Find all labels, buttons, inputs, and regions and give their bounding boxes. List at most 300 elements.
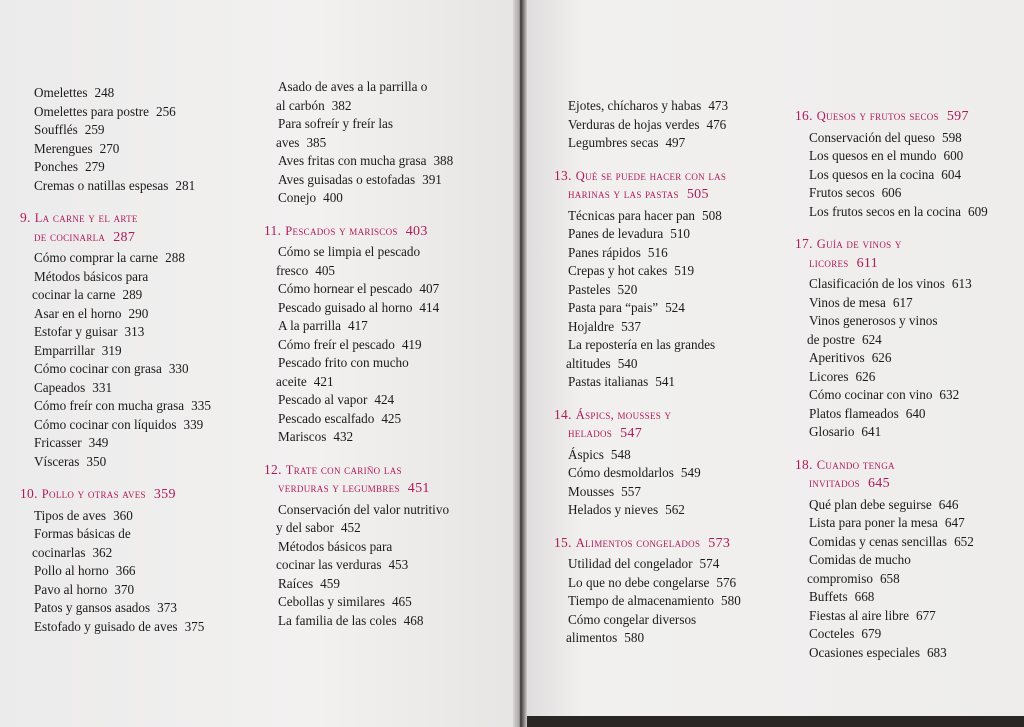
section-number: 13. [554, 167, 572, 183]
toc-entry [795, 294, 988, 313]
toc-entry [20, 286, 211, 305]
entry-page: 598 [941, 129, 962, 145]
entry-page: 350 [86, 453, 107, 469]
entry-title: Aperitivos [809, 350, 865, 365]
toc-entry [554, 611, 741, 630]
entry-page: 617 [892, 294, 913, 310]
toc-entry [554, 97, 741, 116]
section-number: 11. [264, 222, 282, 238]
entry-title: Conservación del valor nutritivo [278, 501, 450, 517]
entry-page: 330 [168, 361, 189, 376]
entry-page: 516 [647, 244, 668, 260]
section-number: 12. [264, 461, 282, 477]
entry-page: 613 [951, 276, 972, 291]
entry-page: 520 [617, 281, 638, 297]
entry-title: al carbón [276, 97, 325, 113]
section-page: 287 [113, 229, 136, 245]
entry-page: 541 [655, 374, 675, 389]
toc-entry [795, 533, 988, 552]
toc-entry [554, 483, 741, 502]
section-title-line2: verduras y legumbres [278, 481, 400, 495]
entry-title: Vísceras [34, 453, 80, 469]
toc-column-3 [554, 97, 741, 648]
entry-page: 652 [954, 533, 974, 549]
entry-page: 465 [391, 594, 412, 609]
toc-entry [264, 593, 453, 612]
entry-page: 459 [320, 575, 340, 591]
entry-title: Ejotes, chícharos y habas [568, 98, 702, 113]
entry-title: Tiempo de almacenamiento [568, 593, 715, 608]
section-number: 10. [20, 486, 38, 501]
entry-title: Frutos secos [809, 185, 875, 200]
entry-title: Omelettes [34, 85, 88, 100]
entry-title: Conejo [278, 190, 317, 205]
entry-title: Utilidad del congelador [568, 556, 693, 571]
toc-entry [795, 514, 988, 533]
entry-title: Pescado frito con mucho [278, 355, 409, 370]
toc-entry [264, 354, 453, 373]
entry-page: 313 [124, 324, 145, 339]
toc-entry [554, 574, 741, 593]
toc-entry [554, 318, 741, 337]
toc-entry [554, 446, 741, 465]
entry-title: Cómo freír el pescado [278, 336, 395, 352]
section-title-line2-wrap [20, 228, 211, 248]
entry-page: 373 [157, 600, 177, 615]
entry-title: Cómo cocinar con grasa [34, 361, 162, 376]
entry-page: 288 [165, 250, 185, 265]
entry-title: Pavo al horno [34, 581, 108, 597]
entry-title: A la parrilla [278, 318, 341, 333]
toc-entry [795, 496, 988, 515]
section-title-line1: La carne y el arte [34, 211, 138, 225]
entry-title: Raíces [278, 575, 314, 591]
toc-entry [554, 225, 741, 244]
entry-title: cocinar la carne [32, 287, 116, 302]
entry-title: Ponches [34, 159, 78, 174]
toc-entry [264, 243, 453, 262]
entry-page: 419 [401, 336, 422, 352]
entry-title: Fricasser [34, 435, 82, 450]
entry-title: Soufflés [34, 122, 78, 137]
entry-page: 640 [905, 405, 926, 421]
entry-title: Vinos de mesa [809, 294, 886, 310]
toc-entry [20, 249, 211, 268]
entry-page: 270 [99, 140, 120, 156]
book-gutter [513, 0, 527, 727]
toc-entry [20, 323, 211, 342]
entry-page: 382 [331, 97, 352, 113]
entry-title: Vinos generosos y vinos [809, 313, 938, 328]
entry-title: Para sofreír y freír las [278, 116, 393, 131]
entry-page: 452 [340, 520, 361, 535]
toc-entry [554, 501, 741, 520]
entry-page: 339 [183, 416, 204, 432]
section-heading [264, 222, 453, 242]
toc-entry [795, 551, 988, 570]
entry-page: 604 [941, 166, 962, 182]
entry-title: Legumbres secas [568, 135, 659, 150]
entry-page: 335 [191, 398, 211, 413]
toc-entry [264, 97, 453, 116]
entry-title: Hojaldre [568, 318, 615, 334]
section-title-line1: Qué se puede hacer con las [575, 168, 727, 183]
entry-title: Mariscos [278, 429, 327, 444]
toc-entry [795, 368, 988, 387]
toc-entry [795, 570, 988, 589]
entry-page: 407 [419, 281, 440, 296]
entry-page: 524 [665, 300, 685, 315]
entry-page: 548 [610, 446, 631, 462]
entry-title: Comidas y cenas sencillas [809, 533, 948, 549]
entry-page: 385 [306, 134, 327, 150]
toc-column-1 [20, 84, 211, 636]
entry-title: Cómo se limpia el pescado [278, 244, 421, 259]
entry-page: 497 [665, 135, 686, 150]
entry-page: 537 [621, 318, 641, 334]
toc-entry [264, 299, 453, 318]
entry-page: 281 [175, 177, 196, 193]
entry-title: Panes de levadura [568, 226, 664, 241]
entry-title: Qué plan debe seguirse [809, 496, 932, 512]
entry-title: Lo que no debe congelarse [568, 574, 710, 590]
entry-page: 360 [113, 507, 133, 523]
toc-entry [554, 592, 741, 611]
entry-page: 400 [323, 190, 343, 205]
toc-entry [795, 129, 988, 148]
entry-title: Aves fritas con mucha grasa [278, 153, 427, 168]
entry-page: 248 [94, 85, 115, 100]
section-number: 9. [20, 210, 31, 225]
toc-entry [554, 116, 741, 135]
toc-entry [554, 464, 741, 483]
toc-entry [795, 331, 988, 350]
section-heading [20, 485, 211, 505]
entry-title: Pescado guisado al horno [278, 299, 413, 315]
entry-page: 626 [871, 350, 892, 365]
entry-title: Verduras de hojas verdes [568, 116, 700, 132]
section-page: 645 [867, 476, 890, 491]
entry-title: Formas básicas de [34, 526, 131, 541]
entry-title: Mousses [568, 483, 615, 499]
entry-title: Buffets [809, 589, 848, 604]
entry-page: 362 [92, 544, 113, 560]
entry-title: Pasteles [568, 281, 611, 297]
entry-title: Los quesos en la cocina [809, 166, 935, 182]
toc-entry [264, 373, 453, 392]
entry-page: 646 [938, 496, 959, 512]
toc-entry [20, 525, 211, 544]
entry-title: aceite [276, 373, 307, 389]
entry-title: Cómo desmoldarlos [568, 465, 674, 480]
entry-title: cocinarlas [32, 544, 86, 560]
entry-page: 349 [88, 435, 109, 450]
toc-entry [20, 121, 211, 140]
section-page: 505 [686, 187, 709, 202]
entry-page: 606 [881, 185, 902, 200]
entry-page: 624 [861, 331, 882, 347]
toc-entry [795, 203, 988, 222]
toc-entry [264, 78, 453, 97]
toc-entry [20, 103, 211, 122]
entry-title: Patos y gansos asados [34, 600, 151, 615]
entry-page: 609 [967, 203, 988, 219]
toc-entry [264, 115, 453, 134]
entry-page: 641 [861, 424, 882, 439]
entry-title: Capeados [34, 379, 86, 395]
section-heading [264, 461, 453, 499]
section-title-line2: helados [568, 426, 613, 440]
entry-title: Glosario [809, 424, 855, 439]
toc-entry [554, 262, 741, 281]
entry-title: Estofar y guisar [34, 324, 118, 339]
section-heading [554, 534, 741, 554]
toc-entry [264, 612, 453, 631]
entry-title: altitudes [566, 355, 611, 371]
entry-title: Conservación del queso [809, 129, 935, 145]
toc-entry [20, 379, 211, 398]
entry-page: 375 [184, 618, 205, 634]
entry-title: Licores [809, 368, 849, 384]
entry-page: 424 [374, 392, 395, 407]
section-heading [554, 167, 741, 205]
entry-title: Cómo cocinar con vino [809, 387, 933, 402]
toc-entry [554, 373, 741, 392]
entry-page: 510 [670, 226, 690, 241]
entry-title: Cremas o natillas espesas [34, 177, 169, 193]
section-page: 359 [153, 487, 176, 502]
toc-entry [264, 336, 453, 355]
entry-page: 540 [617, 355, 638, 371]
toc-entry [264, 280, 453, 299]
toc-entry [554, 134, 741, 153]
toc-entry [20, 397, 211, 416]
section-title-line2: invitados [809, 476, 860, 490]
entry-title: Áspics [568, 446, 604, 462]
entry-page: 417 [347, 318, 368, 333]
entry-title: Omelettes para postre [34, 103, 149, 119]
toc-entry [795, 147, 988, 166]
entry-title: Los frutos secos en la cocina [809, 203, 961, 219]
entry-title: Merengues [34, 140, 93, 156]
section-title-line1: Quesos y frutos secos [816, 109, 939, 123]
entry-title: Platos flameados [809, 405, 899, 421]
entry-page: 425 [381, 410, 402, 426]
entry-title: Pasta para “pais” [568, 300, 659, 315]
entry-page: 519 [674, 263, 695, 278]
section-page: 403 [405, 223, 428, 239]
entry-title: Métodos básicos para [34, 268, 149, 284]
entry-page: 473 [708, 98, 729, 113]
toc-entry [20, 562, 211, 581]
entry-page: 600 [943, 148, 964, 163]
entry-page: 279 [84, 159, 105, 174]
toc-entry [795, 166, 988, 185]
entry-page: 549 [680, 465, 701, 480]
toc-entry [264, 317, 453, 336]
entry-title: Cocteles [809, 626, 855, 641]
entry-page: 557 [621, 483, 641, 499]
toc-entry [20, 507, 211, 526]
toc-entry [20, 581, 211, 600]
section-title-line1: Alimentos congelados [575, 535, 701, 550]
toc-entry [554, 207, 741, 226]
entry-page: 256 [155, 103, 176, 119]
toc-entry [264, 519, 453, 538]
entry-page: 391 [422, 171, 442, 187]
entry-title: Pescado escalfado [278, 410, 375, 426]
section-page: 573 [708, 535, 731, 551]
entry-title: Pollo al horno [34, 563, 109, 578]
entry-page: 683 [926, 644, 947, 660]
section-number: 14. [554, 406, 572, 422]
entry-page: 319 [101, 342, 122, 358]
section-number: 16. [795, 108, 813, 123]
section-title-line1: Trate con cariño las [285, 462, 402, 477]
toc-entry [795, 349, 988, 368]
section-title-line2-wrap [795, 254, 988, 274]
toc-entry [264, 189, 453, 208]
entry-title: Crepas y hot cakes [568, 263, 668, 278]
toc-entry [264, 262, 453, 281]
entry-title: Clasificación de los vinos [809, 276, 945, 291]
toc-entry [20, 360, 211, 379]
section-number: 15. [554, 534, 572, 550]
section-title-line1: Guía de vinos y [816, 237, 902, 251]
toc-entry [20, 599, 211, 618]
toc-entry [20, 268, 211, 287]
section-title-line1: Áspics, mousses y [575, 407, 672, 422]
entry-title: Tipos de aves [34, 507, 107, 523]
toc-entry [554, 629, 741, 648]
section-title-line2: licores [809, 255, 849, 270]
entry-page: 574 [699, 556, 720, 571]
section-title-line2-wrap [795, 474, 988, 494]
toc-entry [795, 386, 988, 405]
toc-column-2 [264, 78, 453, 630]
entry-title: Técnicas para hacer pan [568, 207, 696, 223]
entry-title: Lista para poner la mesa [809, 515, 938, 530]
entry-title: Métodos básicos para [278, 538, 393, 554]
toc-entry [264, 538, 453, 557]
section-title-line2: harinas y las pastas [568, 187, 679, 201]
section-number: 18. [795, 456, 813, 472]
toc-entry [554, 299, 741, 318]
toc-entry [20, 84, 211, 103]
entry-page: 290 [128, 305, 149, 321]
entry-title: Estofado y guisado de aves [34, 618, 178, 634]
section-heading [20, 209, 211, 247]
entry-page: 576 [716, 574, 737, 590]
toc-entry [264, 556, 453, 575]
entry-page: 468 [403, 612, 424, 628]
toc-entry [20, 618, 211, 637]
entry-page: 366 [115, 563, 136, 578]
toc-entry [795, 184, 988, 203]
toc-entry [264, 134, 453, 153]
entry-page: 647 [944, 515, 965, 530]
toc-column-4 [795, 97, 988, 662]
toc-entry [264, 501, 453, 520]
entry-page: 632 [939, 387, 960, 402]
entry-page: 476 [706, 116, 727, 132]
entry-title: Cómo freír con mucha grasa [34, 398, 185, 413]
entry-title: Pastas italianas [568, 374, 649, 389]
toc-entry [795, 312, 988, 331]
toc-entry [795, 275, 988, 294]
section-heading [554, 406, 741, 444]
entry-title: Cómo congelar diversos [568, 611, 697, 627]
entry-title: aves [276, 134, 300, 150]
toc-entry [264, 575, 453, 594]
entry-page: 677 [915, 607, 936, 623]
section-title-line2-wrap [554, 185, 741, 205]
entry-title: Asado de aves a la parrilla o [278, 79, 428, 94]
entry-title: Asar en el horno [34, 305, 122, 321]
section-number: 17. [795, 236, 813, 251]
entry-title: y del sabor [276, 520, 334, 535]
entry-title: cocinar las verduras [276, 557, 382, 572]
entry-page: 658 [879, 570, 900, 586]
toc-entry [795, 423, 988, 442]
toc-entry [20, 544, 211, 563]
entry-title: alimentos [566, 630, 618, 645]
entry-title: La repostería en las grandes [568, 337, 716, 352]
section-title-line1: Pescados y mariscos [285, 223, 398, 238]
toc-entry [554, 281, 741, 300]
toc-entry [20, 305, 211, 324]
toc-entry [554, 355, 741, 374]
entry-title: de postre [807, 331, 855, 347]
toc-entry [264, 391, 453, 410]
entry-title: compromiso [807, 570, 873, 586]
section-page: 597 [946, 109, 969, 124]
toc-entry [20, 177, 211, 196]
toc-entry [20, 453, 211, 472]
entry-page: 668 [854, 589, 875, 604]
toc-entry [795, 625, 988, 644]
entry-page: 331 [92, 379, 113, 395]
toc-entry [795, 405, 988, 424]
section-page: 611 [856, 255, 878, 271]
toc-entry [20, 416, 211, 435]
toc-entry [795, 588, 988, 607]
entry-title: Los quesos en el mundo [809, 148, 937, 163]
entry-page: 432 [333, 429, 354, 444]
section-page: 451 [407, 481, 430, 496]
section-title-line2-wrap [264, 479, 453, 499]
entry-page: 405 [315, 262, 335, 278]
entry-page: 289 [122, 287, 143, 302]
entry-page: 679 [861, 626, 882, 641]
toc-entry [264, 152, 453, 171]
entry-title: Cómo hornear el pescado [278, 281, 413, 296]
entry-title: fresco [276, 262, 309, 278]
toc-entry [264, 171, 453, 190]
section-page: 547 [620, 426, 643, 441]
entry-title: Comidas de mucho [809, 552, 911, 567]
toc-entry [264, 410, 453, 429]
toc-entry [795, 644, 988, 663]
entry-page: 562 [665, 502, 685, 517]
section-title-line1: Cuando tenga [816, 457, 895, 472]
entry-title: Pescado al vapor [278, 392, 368, 407]
entry-page: 453 [388, 557, 409, 572]
toc-entry [20, 158, 211, 177]
section-heading [795, 235, 988, 273]
toc-entry [554, 336, 741, 355]
toc-entry [264, 428, 453, 447]
